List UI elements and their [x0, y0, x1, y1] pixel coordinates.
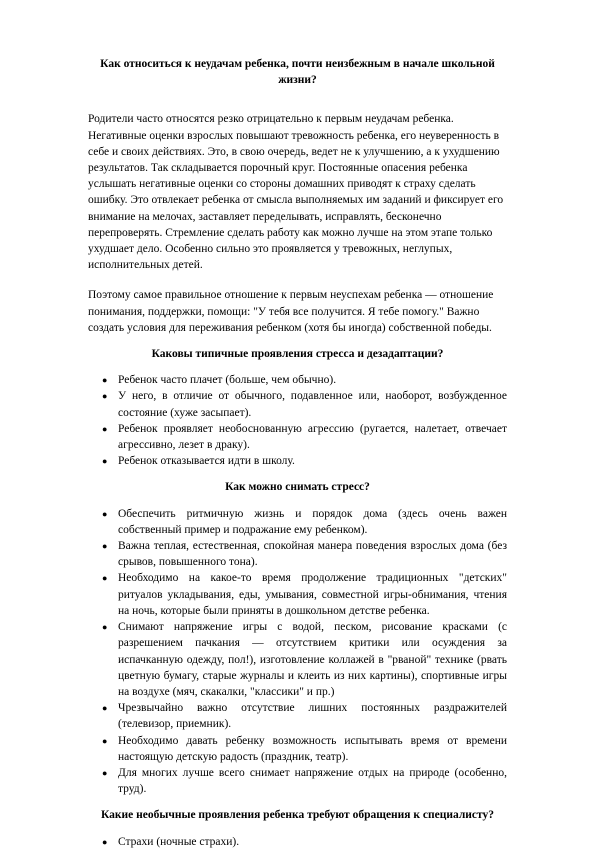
- bullet-icon: ●: [102, 622, 108, 633]
- heading-specialist: Какие необычные проявления ребенка требуют обращения к специалисту?: [100, 809, 495, 822]
- heading-failures: Как относиться к неудачам ребенка, почти неизбежным в начале школьной жизни?: [100, 58, 495, 87]
- list-item: ● Снимают напряжение игры с водой, песком, рисование красками (с разрешением пачкания — отсутствием критики или осуждения за испачканную одежду, пол!), изготовление коллажей в "рваной" технике (рвать цветную бумагу, старые журналы и клеить из них картины), спортивные игры на воздухе (мяч, скакалки, "классики" и пр.): [102, 621, 507, 698]
- list-item: ● Для многих лучше всего снимает напряжение отдых на природе (особенно, труд).: [102, 766, 507, 796]
- bullet-icon: ●: [102, 541, 108, 552]
- bullet-icon: ●: [102, 573, 108, 584]
- paragraph-parents-attitude: Родители часто относятся резко отрицательно к первым неудачам ребенка. Негативные оценки взрослых повышают тревожность ребенка, его неуверенность в себе и своих действиях. Это, в свою очередь, ведет не к улучшению, а к ухудшению результатов. Так складывается порочный круг. Постоянные опасения ребенка услышать негативные оценки со стороны домашних приводят к страху сделать ошибку. Это отвлекает ребенка от смысла выполняемых им заданий и фиксирует его внимание на мелочах, заставляет переделывать, исправлять, бесконечно перепроверять. Стремление сделать работу как можно лучше на этом этапе только ухудшает дело. Особенно сильно это проявляется у тревожных, неглупых, исполнительных детей.: [88, 113, 504, 272]
- bullet-icon: ●: [102, 423, 108, 434]
- list-item: ● Важна теплая, естественная, спокойная манера поведения взрослых дома (без срывов, повышенного тона).: [102, 540, 507, 569]
- bullet-icon: ●: [102, 375, 108, 386]
- list-item: ● Необходимо давать ребенку возможность испытывать время от времени настоящую детскую радость (праздник, театр).: [102, 734, 507, 763]
- list-item: ● Необходимо на какое-то время продолжение традиционных "детских" ритуалов укладывания, еды, умывания, совместной игры-обнимания, чтения на ночь, которые были приняты в дошкольном детстве ребенка.: [102, 572, 507, 617]
- paragraph-right-attitude: Поэтому самое правильное отношение к первым неуспехам ребенка — отношение понимания, поддержки, помощи: "У тебя все получится. Я тебе помогу." Важно создать условия для переживания ребенком (хотя бы иногда) собственной победы.: [88, 289, 494, 334]
- bullet-icon: ●: [102, 836, 108, 847]
- list-item: ● У него, в отличие от обычного, подавленное или, наоборот, возбужденное состояние (хуже засыпает).: [102, 390, 507, 419]
- bullet-icon: ●: [102, 767, 108, 778]
- bullet-icon: ●: [102, 456, 108, 467]
- bullet-icon: ●: [102, 703, 108, 714]
- list-item: ● Ребенок часто плачет (больше, чем обычно).: [88, 372, 507, 388]
- bullet-icon: ●: [102, 508, 108, 519]
- list-item: ● Ребенок проявляет необоснованную агрессию (ругается, налетает, отвечает агрессивно, лезет в драку).: [102, 422, 507, 452]
- stress-relief-list: [88, 506, 507, 798]
- bullet-icon: ●: [102, 735, 108, 746]
- list-item: ● Обеспечить ритмичную жизнь и порядок дома (здесь очень важен собственный пример и подражание ему ребенком).: [102, 507, 507, 536]
- list-item: ● Ребенок отказывается идти в школу.: [88, 453, 507, 469]
- heading-stress-relief: Как можно снимать стресс?: [225, 481, 370, 494]
- bullet-icon: ●: [102, 391, 108, 402]
- list-item: ● Страхи (ночные страхи).: [88, 834, 507, 850]
- stress-signs-list: [88, 372, 507, 469]
- list-item: ● Чрезвычайно важно отсутствие лишних постоянных раздражителей (телевизор, приемник).: [102, 702, 507, 731]
- heading-stress-signs: Каковы типичные проявления стресса и дезадаптации?: [151, 348, 444, 361]
